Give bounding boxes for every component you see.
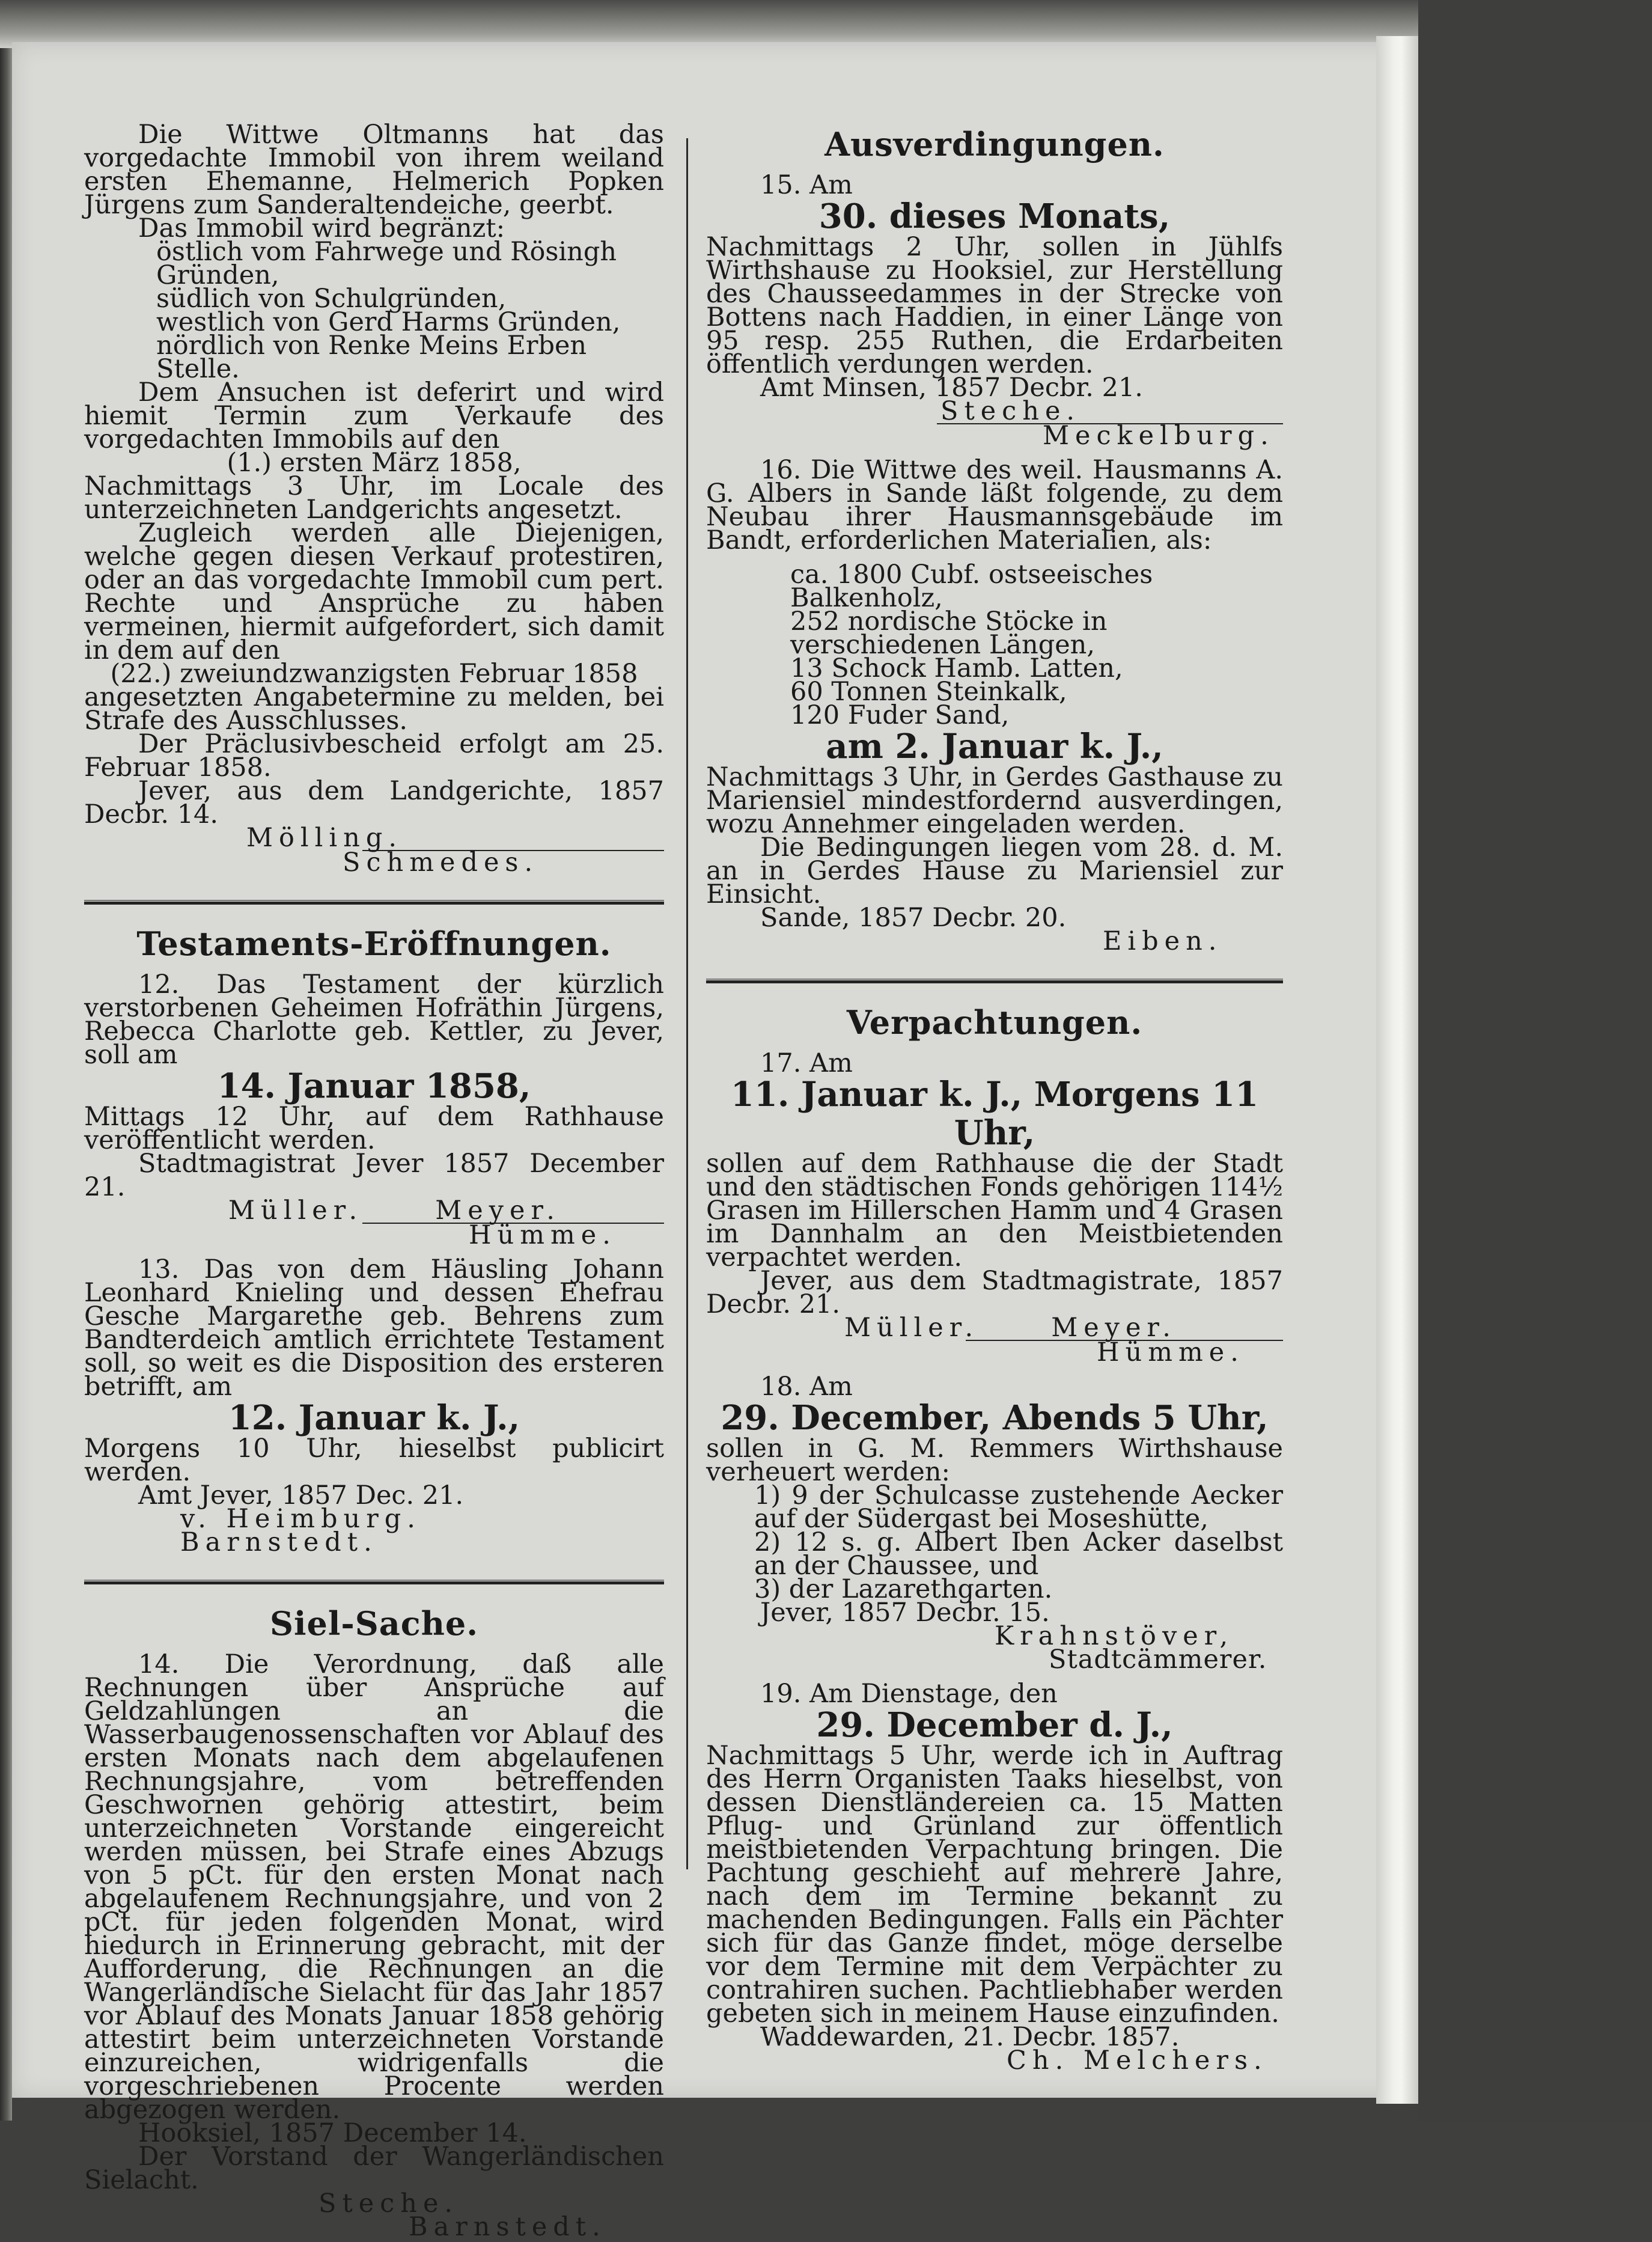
signature: Müller. [844,1313,980,1343]
left-column [84,120,664,2242]
signature: Müller. [228,1196,364,1226]
paragraph: Jever, aus dem Landgerichte, 1857 Decbr. 14. [84,776,664,829]
paragraph: Die Wittwe Oltmanns hat das vorgedachte Immobil von ihrem weiland ersten Ehemanne, Helmerich Popken Jürgens zum Sanderaltendeiche, geerbt. [84,120,664,220]
date-line: (22.) zweiundzwanzigsten Februar 1858 [110,659,638,689]
paragraph: Der Vorstand der Wangerländischen Sielacht. [84,2142,664,2195]
paragraph: 18. Am [760,1372,853,1402]
list-item: 3) der Lazarethgarten. [754,1574,1053,1604]
paragraph: Mittags 12 Uhr, auf dem Rathhause veröffentlicht werden. [84,1102,664,1155]
date-line: 11. Januar k. J., Morgens 11 Uhr, [730,1075,1259,1153]
signature: Steche. [940,396,1081,426]
signature: Barnstedt. [409,2212,606,2242]
date-line: am 2. Januar k. J., [826,727,1163,766]
date-line: 30. dieses Monats, [818,197,1171,236]
paragraph: 16. Die Wittwe des weil. Hausmanns A. G. Albers in Sande läßt folgende, zu dem Neubau ihrer Hausmannsgebäude im Bandt, erforderlichen Materialien, als: [706,455,1283,555]
material-line: 60 Tonnen Steinkalk, [790,677,1067,707]
paragraph: Jever, 1857 Decbr. 15. [760,1598,1050,1628]
signature: Meyer. [1051,1313,1177,1343]
paragraph: sollen in G. M. Remmers Wirthshause verheuert werden: [706,1434,1283,1487]
signature: Ch. Melchers. [1007,2045,1268,2076]
material-line: 120 Fuder Sand, [790,700,1010,730]
column-divider [686,138,688,1869]
signature: Schmedes. [343,848,539,878]
section-heading: Verpachtungen. [846,1003,1143,1042]
paragraph: Stadtmagistrat Jever 1857 December 21. [84,1149,664,1202]
signature: Meyer. [435,1196,561,1226]
page-stack-edge [1376,36,1418,2104]
paragraph: Das Immobil wird begränzt: [138,213,505,243]
signature: Steche. [319,2189,459,2219]
section-heading: Ausverdingungen. [824,125,1165,163]
paragraph: Amt Jever, 1857 Dec. 21. [138,1480,464,1510]
signature: Barnstedt. [180,1527,378,1557]
paragraph: 19. Am Dienstage, den [760,1679,1058,1709]
signature-line [84,1196,664,1226]
paragraph: Nachmittags 5 Uhr, werde ich in Auftrag des Herrn Organisten Taaks hieselbst, von dessen Dienstländereien ca. 15 Matten Pflug- und Grünland zur öffentlich meistbietenden Verpachtung bringen. Die Pachtung geschieht auf mehrere Jahre, nach dem im Termine bekannt zu machenden Bedingungen. Falls ein Pächter sich für das Ganze findet, möge derselbe vor dem Termine mit dem Verpächter zu contrahiren suchen. Pachtliebhaber werden gebeten sich in meinem Hause einzufinden. [706,1741,1283,2029]
paragraph: Nachmittags 3 Uhr, im Locale des unterzeichneten Landgerichts angesetzt. [84,471,664,525]
paragraph: Sande, 1857 Decbr. 20. [760,903,1067,933]
paragraph: Jever, aus dem Stadtmagistrate, 1857 Decbr. 21. [706,1266,1283,1319]
signature: Eiben. [1103,926,1223,956]
section-heading: Testaments-Eröffnungen. [136,924,612,963]
paragraph: angesetzten Angabetermine zu melden, bei Strafe des Ausschlusses. [84,682,664,736]
paragraph: Der Präclusivbescheid erfolgt am 25. Februar 1858. [84,729,664,783]
paragraph: 14. Die Verordnung, daß alle Rechnungen über Ansprüche auf Geldzahlungen an die Wasserbaugenossenschaften vor Ablauf des ersten Monats nach dem abgelaufenen Rechnungsjahre, vom betreffenden Geschwornen gehörig attestirt, beim unterzeichneten Vorstande eingereicht werden müssen, bei Strafe eines Abzugs von 5 pCt. für den ersten Monat nach abgelaufenem Rechnungsjahre, und von 2 pCt. für jeden folgenden Monat, wird hiedurch in Erinnerung gebracht, mit der Aufforderung, die Rechnungen an die Wangerländische Sielacht für das Jahr 1857 vor Ablauf des Monats Januar 1858 gehörig attestirt beim unterzeichneten Vorstande einzureichen, widrigenfalls die vorgeschriebenen Procente werden abgezogen werden. [84,1649,664,2125]
paragraph: sollen auf dem Rathhause die der Stadt und den städtischen Fonds gehörigen 114½ Grasen im Hillerschen Hamm und 4 Grasen im Dannhalm an den Meistbietenden verpachtet werden. [706,1149,1283,1272]
paragraph: 15. Am [760,170,853,200]
right-column [706,123,1283,2076]
signature-line [706,1313,1283,1343]
list-item: 2) 12 s. g. Albert Iben Acker daselbst an der Chaussee, und [754,1527,1283,1581]
paragraph: Nachmittags 2 Uhr, sollen in Jühlfs Wirthshause zu Hooksiel, zur Herstellung des Chausseedammes in der Strecke von Bottens nach Haddien, in einer Länge von 95 resp. 255 Ruthen, die Erdarbeiten öffentlich verdungen werden. [706,232,1283,379]
date-line: 14. Januar 1858, [217,1066,531,1106]
paragraph: Dem Ansuchen ist deferirt und wird hiemit Termin zum Verkaufe des vorgedachten Immobils auf den [84,377,664,454]
signature: Hümme. [1097,1337,1245,1367]
book-cover [1418,0,1652,2121]
date-line: 12. Januar k. J., [228,1398,520,1438]
signature: Krahnstöver, [995,1621,1234,1651]
material-line: 13 Schock Hamb. Latten, [790,653,1123,683]
section-rule [706,979,1283,983]
boundary-line: östlich vom Fahrwege und Rösingh Gründen, [156,237,617,290]
paragraph: Waddewarden, 21. Decbr. 1857. [760,2022,1180,2052]
section-rule [84,900,664,905]
signature-line [84,1504,664,1557]
date-line: 29. December d. J., [816,1705,1173,1745]
section-heading: Siel-Sache. [269,1604,479,1643]
paragraph: Amt Minsen, 1857 Decbr. 21. [760,373,1143,403]
paragraph: 13. Das von dem Häusling Johann Leonhard Knieling und dessen Ehefrau Gesche Margarethe geb. Behrens zum Bandterdeich amtlich errichtete Testament soll, so weit es die Disposition des ersteren betrifft, am [84,1254,664,1402]
paragraph: Nachmittags 3 Uhr, in Gerdes Gasthause zu Mariensiel mindestfordernd ausverdingen, wozu Annehmer eingeladen werden. [706,762,1283,839]
section-rule [84,1580,664,1584]
date-line: 29. December, Abends 5 Uhr, [721,1398,1269,1438]
date-line: (1.) ersten März 1858, [227,448,522,478]
boundary-line: nördlich von Renke Meins Erben Stelle. [156,331,587,384]
paragraph: Die Bedingungen liegen vom 28. d. M. an in Gerdes Hause zu Mariensiel zur Einsicht. [706,832,1283,909]
paragraph: Morgens 10 Uhr, hieselbst publicirt werden. [84,1434,664,1487]
paragraph: 12. Das Testament der kürzlich verstorbenen Geheimen Hofräthin Jürgens, Rebecca Charlotte geb. Kettler, zu Jever, soll am [84,970,664,1070]
paragraph: Hooksiel, 1857 December 14. [138,2118,527,2148]
list-item: 1) 9 der Schulcasse zustehende Aecker auf der Südergast bei Moseshütte, [754,1480,1283,1534]
paragraph: Zugleich werden alle Diejenigen, welche gegen diesen Verkauf protestiren, oder an das vorgedachte Immobil cum pert. Rechte und Ansprüche zu haben vermeinen, hiermit aufgefordert, sich damit in dem auf den [84,518,664,665]
page-top-edge [0,0,1418,48]
signature: Meckelburg. [1043,421,1275,451]
book-binding [0,0,12,2121]
boundary-line: südlich von Schulgründen, [156,284,507,314]
signature: Mölling. [246,823,403,853]
boundary-line: westlich von Gerd Harms Gründen, [156,307,621,337]
signature: v. Heimburg. [180,1504,421,1534]
signature-title: Stadtcämmerer. [1049,1645,1267,1675]
material-line: ca. 1800 Cubf. ostseeisches Balkenholz, [790,560,1153,613]
signature: Hümme. [469,1220,617,1250]
material-line: 252 nordische Stöcke in verschiedenen Längen, [790,606,1108,660]
paragraph: 17. Am [760,1048,853,1078]
